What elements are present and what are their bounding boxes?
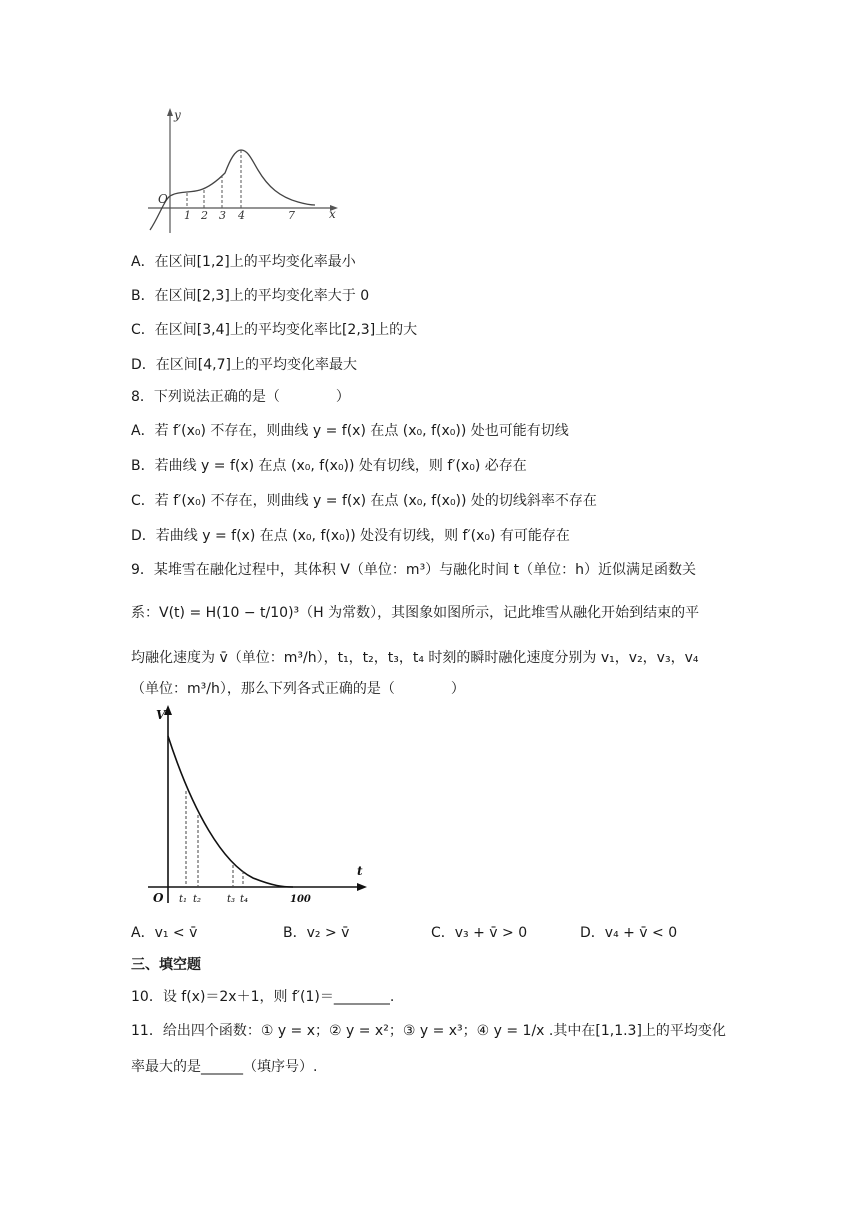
q7-option-b: B．在区间[2,3]上的平均变化率大于 0 [131, 288, 370, 304]
figure-graph-2 [143, 703, 373, 908]
q7-option-d: D．在区间[4,7]上的平均变化率最大 [131, 357, 357, 373]
q7-option-a: A．在区间[1,2]上的平均变化率最小 [131, 254, 356, 270]
tick-label: 2 [201, 209, 208, 222]
q7-option-c: C．在区间[3,4]上的平均变化率比[2,3]上的大 [131, 322, 418, 338]
q9-line-1: 9．某堆雪在融化过程中，其体积 V（单位：m³）与融化时间 t（单位：h）近似满足函数关 [131, 562, 696, 578]
tick-label: 3 [219, 209, 226, 222]
x-axis-label: t [357, 864, 363, 878]
tick-label: t₁ [179, 894, 188, 905]
origin-label: O [153, 891, 164, 905]
tick-label: 100 [290, 894, 311, 905]
tick-label: t₂ [193, 894, 202, 905]
origin-label: O [158, 192, 168, 206]
figure-graph-1 [140, 105, 340, 235]
q9-option-c: C．v₃ + v̄ > 0 [431, 925, 528, 941]
q9-option-b: B．v₂ > v̄ [283, 925, 350, 941]
q8-option-b: B．若曲线 y = f(x) 在点 (x₀, f(x₀)) 处有切线，则 f′(x₀) 必存在 [131, 458, 527, 474]
tick-label: 7 [288, 209, 295, 222]
q8-option-a: A．若 f′(x₀) 不存在，则曲线 y = f(x) 在点 (x₀, f(x₀)) 处也可能有切线 [131, 423, 569, 439]
tick-label: t₃ [227, 894, 236, 905]
q11-line-2: 率最大的是______（填序号）. [131, 1059, 318, 1075]
y-axis-label: y [174, 108, 181, 122]
q8-option-d: D．若曲线 y = f(x) 在点 (x₀, f(x₀)) 处没有切线，则 f′(x₀) 有可能存在 [131, 528, 570, 544]
q9-option-a: A．v₁ < v̄ [131, 925, 198, 941]
q10: 10．设 f(x)＝2x＋1，则 f′(1)＝________. [131, 989, 395, 1005]
q9-line-4: （单位：m³/h），那么下列各式正确的是（ ） [131, 681, 465, 697]
tick-label: t₄ [240, 894, 249, 905]
q8-option-c: C．若 f′(x₀) 不存在，则曲线 y = f(x) 在点 (x₀, f(x₀)) 处的切线斜率不存在 [131, 493, 597, 509]
q9-line-2: 系：V(t) = H(10 − t/10)³（H 为常数），其图象如图所示，记此堆雪从融化开始到结束的平 [131, 605, 700, 621]
q8-stem: 8．下列说法正确的是（ ） [131, 389, 350, 405]
y-axis-label: V [156, 708, 166, 722]
section-heading: 三、填空题 [131, 957, 201, 973]
q11-line-1: 11．给出四个函数：① y = x；② y = x²；③ y = x³；④ y = 1/x .其中在[1,1.3]上的平均变化 [131, 1023, 726, 1039]
x-axis-label: x [329, 207, 336, 221]
q9-option-d: D．v₄ + v̄ < 0 [580, 925, 678, 941]
tick-label: 4 [238, 209, 245, 222]
tick-label: 1 [184, 209, 191, 222]
q9-line-3: 均融化速度为 v̄（单位：m³/h），t₁，t₂，t₃，t₄ 时刻的瞬时融化速度分别为 v₁，v₂，v₃，v₄ [131, 650, 699, 666]
